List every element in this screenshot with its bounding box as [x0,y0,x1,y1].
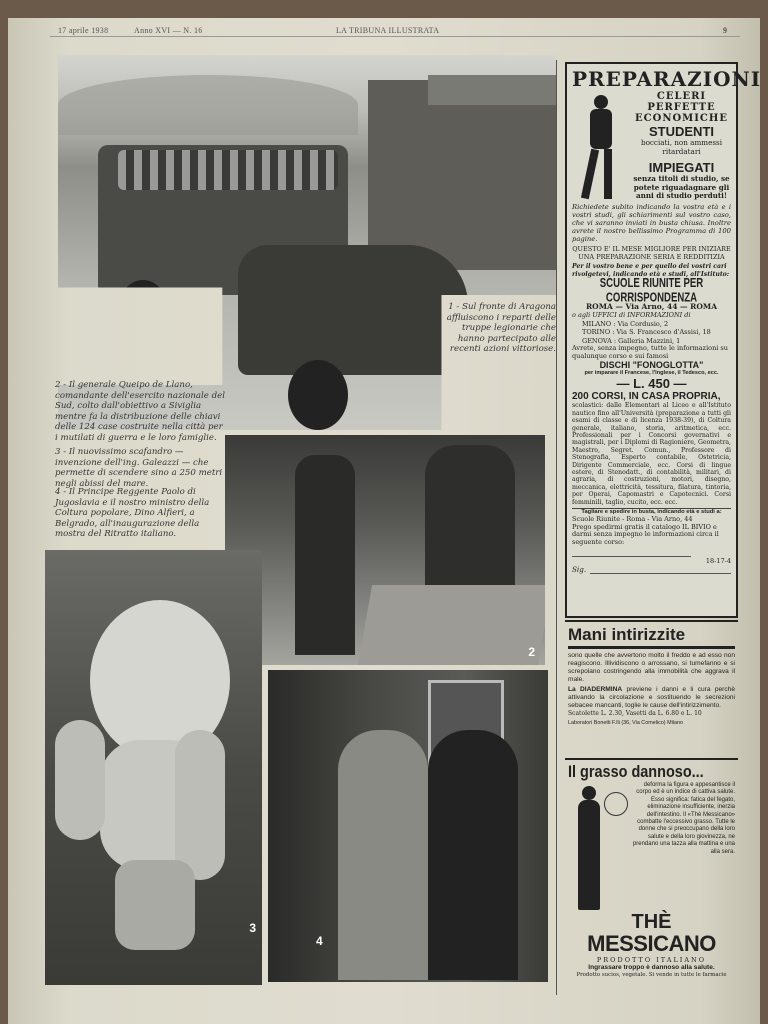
employees-heading: IMPIEGATI [648,160,715,176]
ad-intro: Richiedete subito indicando la vostra età e i vostri studi, gli schiarimenti sul vostro caso, che vi saranno inviati in busta chiusa. Inoltre avrete il nostro bellissimo Programma di 100 pagine. [572,203,731,243]
caption-3: 3 - Il nuovissimo scafandro — invenzione dell'ing. Galeazzi — che permette di scendere sino a 250 metri negli abissi del mare. [55,447,223,489]
photo-queipo-de-llano [225,435,545,665]
coupon-signature-line [590,573,731,574]
info-text: Avrete, senza impegno, tutte le informazioni su qualunque corso e sui famosi [572,344,728,360]
page-number: 9 [723,26,728,35]
ad-title: Mani intirizzite [568,625,735,649]
coupon-signature-label: Sig. [572,564,587,574]
ad-the-messicano [565,762,738,994]
photo-number-2: 2 [528,645,535,659]
ad-paragraph: sono quelle che avvertono molto il freddo e ad esso non reagiscono. Illividiscono o arrossano, si tumefanno e si screpolano costringendo alla immobilità che aggrava il male. [568,652,735,683]
quality: ECONOMICHE [635,113,728,124]
photo-number-4: 4 [316,934,323,948]
ad-title: PREPARAZIONI [572,67,762,91]
illustration-newsboy [572,91,632,201]
discs-sub: per imparare il Francese, l'Inglese, il Tedesco, ecc. [584,370,719,377]
magazine-title: LA TRIBUNA ILLUSTRATA [336,26,440,35]
column-rule [556,60,557,995]
coupon-code: 18-17-4 [705,557,731,566]
photo-diving-suit [45,550,262,985]
city-office: MILANO : Via Cordusio, 2 [582,319,669,328]
employees-sub: senza titoli di studio, se potete riguadagnare gli anni di studio perduti! [633,174,730,201]
courses-text: scolastici: dalle Elementari al Liceo e all'Istituto nautico fino all'Università (preparazione a tutti gli esami di classe e di licenza 1938-39), di Coltura generale, italiano, storia, aritmetica, ecc. Professionali per i Concorsi governativi e magistrali, per i Diplomi di Ragioniere, Geometra, Maestro, Segret. Comun., Professore di Stenografia, Esperto contabile, Ostetricia, Dirigente Commerciale, ecc. Corsi di lingue estere, di Stenodatt., di contabilità, militari, di agraria, di costruzioni, motori, disegno, meccanica, elettricità, tessitura, filatura, tintoria, per Operai, Capomastri e Capotecnici. Corsi femminili, taglio, cucito, ecc. ecc. [572,402,731,506]
city-office: GENOVA : Galleria Mazzini, 1 [582,336,681,345]
ad-text: deforma la figura e appesantisce il corpo ed è un indice di cattiva salute. Esso significa: fatica del fegato, eliminazione insufficiente, inerzia dell'intestino. Il «Thè Messicano» combatte l'eccessivo grasso. Tutte le donne che si preoccupano della loro salute e della loro giovinezza, ne prendano una tazza alla mattina e una alla sera. [632,782,735,855]
rome-address: ROMA — Via Arno, 44 — ROMA [585,302,718,311]
caption-1: 1 - Sul fronte di Aragona affluiscono i reparti delle truppe legionarie che hanno partecipato alle recenti azioni vittoriose. [446,302,556,355]
issue-date: 17 aprile 1938 [58,26,109,35]
origin: PRODOTTO ITALIANO [596,956,707,964]
ad-preparazioni [565,62,762,618]
illustration-women [568,782,630,912]
coupon-address: Scuole Riunite - Roma - Via Arno, 44 [572,515,693,524]
laboratory: Laboratori Bonetti F.lli (36, Via Comelico) Milano [568,719,683,726]
caption-4: 4 - Il Principe Reggente Paolo di Jugoslavia e il nostro ministro della Coltura popolare, Dino Alfieri, a Belgrado, all'inaugurazione della mostra del Ritratto italiano. [55,487,210,540]
footer: Prodotto sucios, vegetale. Si vende in tutte le farmacie [576,972,727,978]
ad-paragraph: previene i danni e li cura perchè attivando la circolazione e sostituendo le secrezioni sebacee mancanti, toglie le cause dell'intirizzimento. [568,686,735,709]
discs-heading: DISCHI "FONOGLOTTA" [599,360,704,371]
caption-2: 2 - Il generale Queipo de Llano, comandante dell'esercito nazionale del Sud, colto dall'obiettivo a Siviglia mentre fa la distribuzione delle chiavi delle 124 case costruite nella città per i mutilati di guerra e le loro famiglie. [55,380,225,443]
ad-title: Il grasso dannoso... [568,762,704,781]
students-heading: STUDENTI [649,124,714,139]
warning: Ingrassare troppo è dannoso alla salute. [588,964,715,971]
price-list: Scatolette L. 2.30, Vasetti da L. 6.80 e L. 10 [568,710,702,717]
photo-number-3: 3 [249,921,256,935]
photo-prince-paul [268,670,548,982]
price: — L. 450 — [616,376,687,392]
city-office: TORINO : Via S. Francesco d'Assisi, 18 [582,328,711,337]
issue-number: Anno XVI — N. 16 [134,26,203,35]
header-rule [50,36,740,37]
quality: CELERI [656,91,707,102]
ad-appeal: Per il vostro bene e per quello dei vostri cari rivolgetevi, indicando età e studi, all'Istituto: [572,263,730,278]
offices: o agli UFFICI di INFORMAZIONI di [572,311,691,319]
ad-mani-intirizzite [565,620,738,760]
students-sub: bocciati, non ammessi ritardatari [640,138,723,156]
quality: PERFETTE [647,102,716,113]
brand-messicano: MESSICANO [587,931,716,956]
brand-name: La DIADERMINA [568,686,623,693]
courses-heading: 200 CORSI, IN CASA PROPRIA, [572,391,721,403]
institute-name: SCUOLE RIUNITE PER CORRISPONDENZA [599,276,704,306]
coupon-text: Prego spedirmi gratis il catalogo IL BIVIO e darmi senza impegno le informazioni circa il seguente corso: [572,522,719,546]
brand-the: THÈ [631,911,672,933]
coupon-title: Tagliare e spedire in busta, indicando età e studi a: [581,509,722,516]
ad-month: QUESTO E' IL MESE MIGLIORE PER INIZIARE UNA PREPARAZIONE SERIA E REDDITIZIA [572,245,731,261]
